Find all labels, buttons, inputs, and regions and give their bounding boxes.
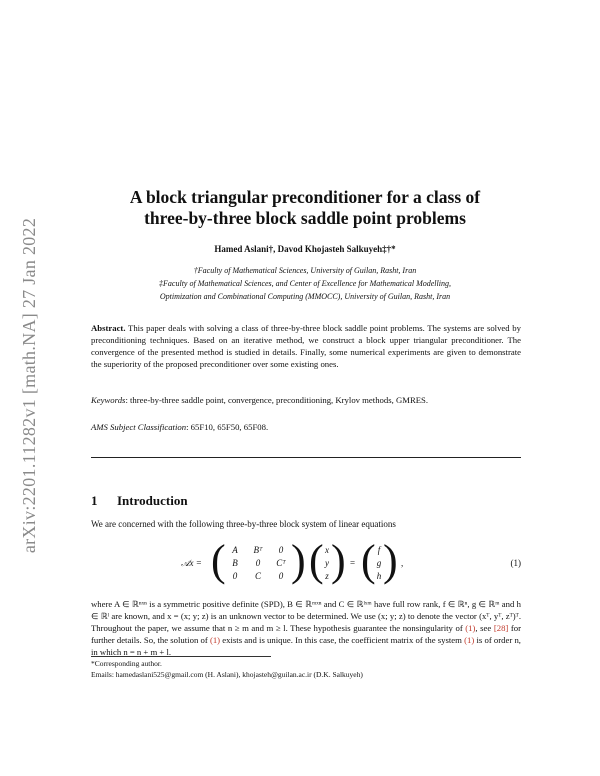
equation-reference-link[interactable]: (1) (464, 635, 475, 645)
matrix-cell: A (232, 545, 238, 555)
keywords-label: Keywords (91, 395, 126, 405)
body-text-part: where A ∈ ℝⁿˣⁿ is a symmetric positive definite (SPD), B ∈ ℝᵐˣⁿ and C ∈ ℝˡˣᵐ have full row rank, f ∈ ℝⁿ, g ∈ ℝᵐ and h ∈ ℝˡ are known, and x = (x; y; z) is an unknown vector to be determined. We use (x; y; z) to denote the vector (xᵀ, yᵀ, zᵀ)ᵀ. Throughout the paper, we assume that n ≥ m and m ≥ l. These hypothesis guarantee the nonsingularity of (91, 599, 521, 633)
matrix-cell: B (232, 558, 238, 568)
abstract-divider (91, 457, 521, 458)
body-text-part: , see (475, 623, 494, 633)
matrix-cell: 0 (255, 558, 261, 568)
matrix-left-paren: ( (211, 536, 226, 585)
affiliation-line-1: †Faculty of Mathematical Sciences, University of Guilan, Rasht, Iran (193, 266, 417, 275)
equation-comma: , (401, 558, 404, 568)
abstract-label: Abstract. (91, 323, 126, 333)
vector-right-paren: ) (331, 536, 346, 585)
matrix-cell: 0 (278, 545, 284, 555)
affiliation-line-2: ‡Faculty of Mathematical Sciences, and Center of Excellence for Mathematical Modelling, (159, 279, 451, 288)
rhs-right-paren: ) (383, 536, 398, 585)
body-text-part: is of order n, in which n = n + m + l. (91, 635, 521, 657)
arxiv-identifier-text: arXiv:2201.11282v1 [math.NA] 27 Jan 2022 (19, 217, 40, 553)
equation-lhs: 𝒜x = (181, 558, 202, 568)
matrix-cell: Bᵀ (253, 545, 263, 555)
rhs-cell: f (377, 545, 381, 555)
matrix-cell: 0 (278, 571, 284, 581)
section-number: 1 (91, 493, 98, 508)
arxiv-identifier-stamp[interactable] (10, 175, 50, 595)
abstract-text: This paper deals with solving a class of three-by-three block saddle point problems. The systems are solved by preconditioning techniques. Based on an iterative method, we construct a block upper triangular preconditioner. The convergence of the presented method is studied in details. Finally, some numerical experiments are given to demonstrate the superiority of the proposed preconditioner over some existing ones. (91, 323, 521, 369)
vector-cell: x (325, 545, 329, 555)
abstract (91, 322, 521, 370)
vector-cell: z (325, 571, 329, 581)
vector-cell: y (325, 558, 329, 568)
rhs-left-paren: ( (361, 536, 376, 585)
intro-sentence: We are concerned with the following three-by-three block system of linear equations (91, 519, 396, 529)
keywords-text: : three-by-three saddle point, convergence, preconditioning, Krylov methods, GMRES. (125, 395, 429, 405)
equation-reference-link[interactable]: (1) (465, 623, 476, 633)
matrix-cell: C (254, 571, 261, 581)
body-text-part: exists and is unique. In this case, the coefficient matrix of the system (220, 635, 465, 645)
keywords (91, 394, 521, 406)
matrix-cell: Cᵀ (276, 558, 286, 568)
paper-title (90, 187, 520, 229)
author-list: Hamed Aslani†, Davod Khojasteh Salkuyeh‡†* (214, 244, 396, 254)
unknown-vector (309, 536, 346, 586)
corresponding-author-note: *Corresponding author. (91, 659, 162, 668)
intro-paragraph (91, 598, 521, 658)
equation-reference-link[interactable]: (1) (209, 635, 221, 645)
rhs-vector (361, 536, 398, 586)
ams-text: : 65F10, 65F50, 65F08. (186, 422, 269, 432)
vector-left-paren: ( (309, 536, 324, 585)
section-title: Introduction (117, 493, 188, 508)
section-heading (91, 493, 188, 509)
ams-label: AMS Subject Classification (91, 422, 187, 432)
title-line-2: three-by-three block saddle point problems (144, 208, 466, 228)
email-note: Emails: hamedaslani525@gmail.com (H. Aslani), khojasteh@guilan.ac.ir (D.K. Salkuyeh) (91, 669, 363, 679)
matrix-cell: 0 (232, 571, 238, 581)
matrix-right-paren: ) (291, 536, 306, 585)
body-text-part: for further details. So, the solution of (91, 623, 522, 645)
affiliation-line-3: Optimization and Combinational Computing (MMOCC), University of Guilan, Rasht, Iran (159, 292, 451, 301)
rhs-cell: g (376, 558, 382, 568)
rhs-cell: h (376, 571, 382, 581)
affiliations (90, 264, 520, 303)
equation-number: (1) (510, 558, 521, 568)
equation-equals: = (350, 558, 356, 568)
citation-link[interactable]: [28] (493, 623, 509, 633)
footnote-divider (91, 656, 271, 657)
coefficient-matrix (211, 536, 306, 586)
footnotes (91, 659, 521, 680)
ams-classification (91, 421, 521, 433)
title-line-1: A block triangular preconditioner for a class of (129, 187, 481, 207)
equation-1 (91, 536, 521, 586)
